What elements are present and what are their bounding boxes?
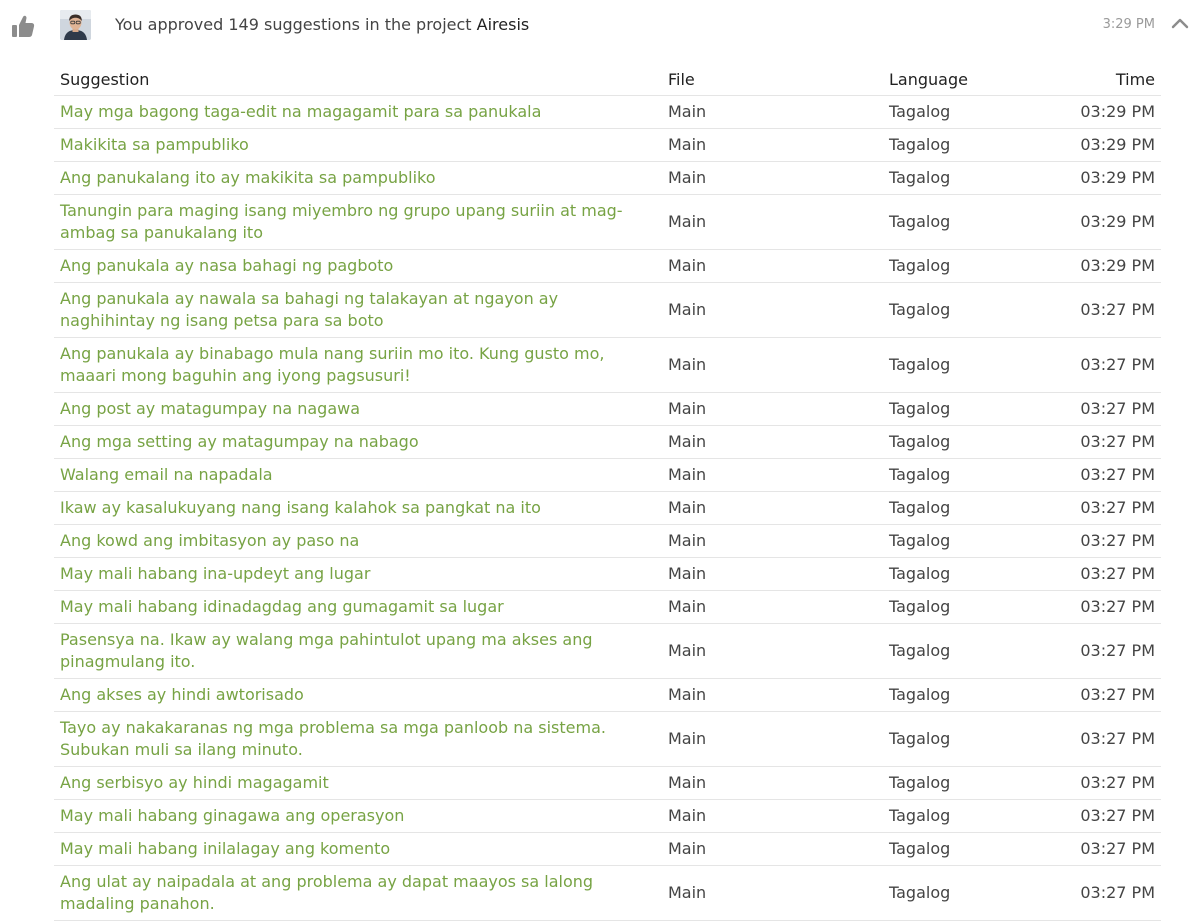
time-cell: 03:27 PM bbox=[1033, 459, 1161, 492]
language-cell: Tagalog bbox=[883, 679, 1033, 712]
language-cell: Tagalog bbox=[883, 338, 1033, 393]
table-row bbox=[54, 459, 1161, 492]
file-cell: Main bbox=[662, 712, 883, 767]
suggestion-link[interactable]: May mali habang ina-updeyt ang lugar bbox=[54, 558, 662, 591]
avatar[interactable] bbox=[60, 10, 91, 40]
file-cell: Main bbox=[662, 866, 883, 921]
language-cell: Tagalog bbox=[883, 129, 1033, 162]
table-row bbox=[54, 833, 1161, 866]
time-cell: 03:27 PM bbox=[1033, 767, 1161, 800]
file-cell: Main bbox=[662, 525, 883, 558]
language-cell: Tagalog bbox=[883, 492, 1033, 525]
suggestion-link[interactable]: Ang mga setting ay matagumpay na nabago bbox=[54, 426, 662, 459]
language-cell: Tagalog bbox=[883, 767, 1033, 800]
table-row bbox=[54, 250, 1161, 283]
file-cell: Main bbox=[662, 250, 883, 283]
table-row bbox=[54, 426, 1161, 459]
language-cell: Tagalog bbox=[883, 393, 1033, 426]
language-cell: Tagalog bbox=[883, 591, 1033, 624]
time-cell: 03:27 PM bbox=[1033, 866, 1161, 921]
language-cell: Tagalog bbox=[883, 525, 1033, 558]
time-cell: 03:27 PM bbox=[1033, 591, 1161, 624]
table-row bbox=[54, 492, 1161, 525]
suggestion-link[interactable]: Ang panukala ay binabago mula nang suriin mo ito. Kung gusto mo, maaari mong baguhin ang iyong pagsusuri! bbox=[54, 338, 662, 393]
suggestion-link[interactable]: Ang ulat ay naipadala at ang problema ay dapat maayos sa lalong madaling panahon. bbox=[54, 866, 662, 921]
language-cell: Tagalog bbox=[883, 558, 1033, 591]
file-cell: Main bbox=[662, 96, 883, 129]
time-cell: 03:27 PM bbox=[1033, 833, 1161, 866]
suggestion-link[interactable]: Ang post ay matagumpay na nagawa bbox=[54, 393, 662, 426]
suggestions-table bbox=[54, 63, 1161, 921]
table-row bbox=[54, 712, 1161, 767]
project-name[interactable]: Airesis bbox=[476, 15, 530, 34]
chevron-up-icon[interactable] bbox=[1170, 15, 1190, 31]
table-row bbox=[54, 338, 1161, 393]
file-cell: Main bbox=[662, 558, 883, 591]
table-row bbox=[54, 679, 1161, 712]
time-cell: 03:27 PM bbox=[1033, 283, 1161, 338]
suggestion-link[interactable]: Ang panukalang ito ay makikita sa pampubliko bbox=[54, 162, 662, 195]
table-row bbox=[54, 866, 1161, 921]
table-row bbox=[54, 591, 1161, 624]
table-row bbox=[54, 129, 1161, 162]
suggestion-link[interactable]: Walang email na napadala bbox=[54, 459, 662, 492]
language-cell: Tagalog bbox=[883, 833, 1033, 866]
time-cell: 03:27 PM bbox=[1033, 492, 1161, 525]
suggestion-link[interactable]: Makikita sa pampubliko bbox=[54, 129, 662, 162]
file-cell: Main bbox=[662, 426, 883, 459]
suggestion-link[interactable]: May mga bagong taga-edit na magagamit para sa panukala bbox=[54, 96, 662, 129]
time-cell: 03:27 PM bbox=[1033, 393, 1161, 426]
file-cell: Main bbox=[662, 492, 883, 525]
headline-text: You approved 149 suggestions in the project bbox=[115, 15, 477, 34]
table-row bbox=[54, 195, 1161, 250]
thumbs-up-icon bbox=[11, 13, 35, 39]
suggestion-link[interactable]: May mali habang idinadagdag ang gumagamit sa lugar bbox=[54, 591, 662, 624]
file-cell: Main bbox=[662, 129, 883, 162]
suggestion-link[interactable]: Ang kowd ang imbitasyon ay paso na bbox=[54, 525, 662, 558]
suggestion-link[interactable]: Ang panukala ay nasa bahagi ng pagboto bbox=[54, 250, 662, 283]
table-row bbox=[54, 525, 1161, 558]
time-cell: 03:27 PM bbox=[1033, 558, 1161, 591]
table-row bbox=[54, 624, 1161, 679]
table-row bbox=[54, 162, 1161, 195]
time-cell: 03:29 PM bbox=[1033, 250, 1161, 283]
time-cell: 03:29 PM bbox=[1033, 162, 1161, 195]
table-row bbox=[54, 96, 1161, 129]
file-cell: Main bbox=[662, 195, 883, 250]
table-row bbox=[54, 767, 1161, 800]
language-cell: Tagalog bbox=[883, 250, 1033, 283]
suggestion-link[interactable]: Ikaw ay kasalukuyang nang isang kalahok sa pangkat na ito bbox=[54, 492, 662, 525]
table-row bbox=[54, 800, 1161, 833]
time-cell: 03:27 PM bbox=[1033, 712, 1161, 767]
language-cell: Tagalog bbox=[883, 712, 1033, 767]
column-header-file: File bbox=[662, 63, 883, 96]
language-cell: Tagalog bbox=[883, 624, 1033, 679]
activity-time: 3:29 PM bbox=[1102, 17, 1155, 32]
activity-headline bbox=[115, 14, 529, 36]
time-cell: 03:27 PM bbox=[1033, 426, 1161, 459]
time-cell: 03:27 PM bbox=[1033, 679, 1161, 712]
file-cell: Main bbox=[662, 800, 883, 833]
language-cell: Tagalog bbox=[883, 459, 1033, 492]
file-cell: Main bbox=[662, 162, 883, 195]
time-cell: 03:27 PM bbox=[1033, 525, 1161, 558]
file-cell: Main bbox=[662, 679, 883, 712]
column-header-language: Language bbox=[883, 63, 1033, 96]
suggestion-link[interactable]: Ang serbisyo ay hindi magagamit bbox=[54, 767, 662, 800]
file-cell: Main bbox=[662, 767, 883, 800]
suggestion-link[interactable]: Tayo ay nakakaranas ng mga problema sa mga panloob na sistema. Subukan muli sa ilang minuto. bbox=[54, 712, 662, 767]
suggestion-link[interactable]: May mali habang inilalagay ang komento bbox=[54, 833, 662, 866]
table-row bbox=[54, 558, 1161, 591]
file-cell: Main bbox=[662, 338, 883, 393]
language-cell: Tagalog bbox=[883, 283, 1033, 338]
table-row bbox=[54, 393, 1161, 426]
language-cell: Tagalog bbox=[883, 195, 1033, 250]
table-row bbox=[54, 283, 1161, 338]
time-cell: 03:29 PM bbox=[1033, 195, 1161, 250]
column-header-suggestion: Suggestion bbox=[54, 63, 662, 96]
language-cell: Tagalog bbox=[883, 866, 1033, 921]
file-cell: Main bbox=[662, 393, 883, 426]
time-cell: 03:29 PM bbox=[1033, 129, 1161, 162]
time-cell: 03:27 PM bbox=[1033, 800, 1161, 833]
suggestion-link[interactable]: May mali habang ginagawa ang operasyon bbox=[54, 800, 662, 833]
file-cell: Main bbox=[662, 283, 883, 338]
suggestion-link[interactable]: Tanungin para maging isang miyembro ng grupo upang suriin at mag-ambag sa panukalang ito bbox=[54, 195, 662, 250]
activity-header bbox=[0, 0, 1203, 50]
column-header-time: Time bbox=[1033, 63, 1161, 96]
table-header-row bbox=[54, 63, 1161, 96]
time-cell: 03:29 PM bbox=[1033, 96, 1161, 129]
suggestion-link[interactable]: Pasensya na. Ikaw ay walang mga pahintulot upang ma akses ang pinagmulang ito. bbox=[54, 624, 662, 679]
time-cell: 03:27 PM bbox=[1033, 338, 1161, 393]
suggestion-link[interactable]: Ang panukala ay nawala sa bahagi ng talakayan at ngayon ay naghihintay ng isang petsa para sa boto bbox=[54, 283, 662, 338]
language-cell: Tagalog bbox=[883, 162, 1033, 195]
file-cell: Main bbox=[662, 833, 883, 866]
language-cell: Tagalog bbox=[883, 800, 1033, 833]
language-cell: Tagalog bbox=[883, 426, 1033, 459]
language-cell: Tagalog bbox=[883, 96, 1033, 129]
suggestion-link[interactable]: Ang akses ay hindi awtorisado bbox=[54, 679, 662, 712]
file-cell: Main bbox=[662, 459, 883, 492]
file-cell: Main bbox=[662, 591, 883, 624]
time-cell: 03:27 PM bbox=[1033, 624, 1161, 679]
file-cell: Main bbox=[662, 624, 883, 679]
